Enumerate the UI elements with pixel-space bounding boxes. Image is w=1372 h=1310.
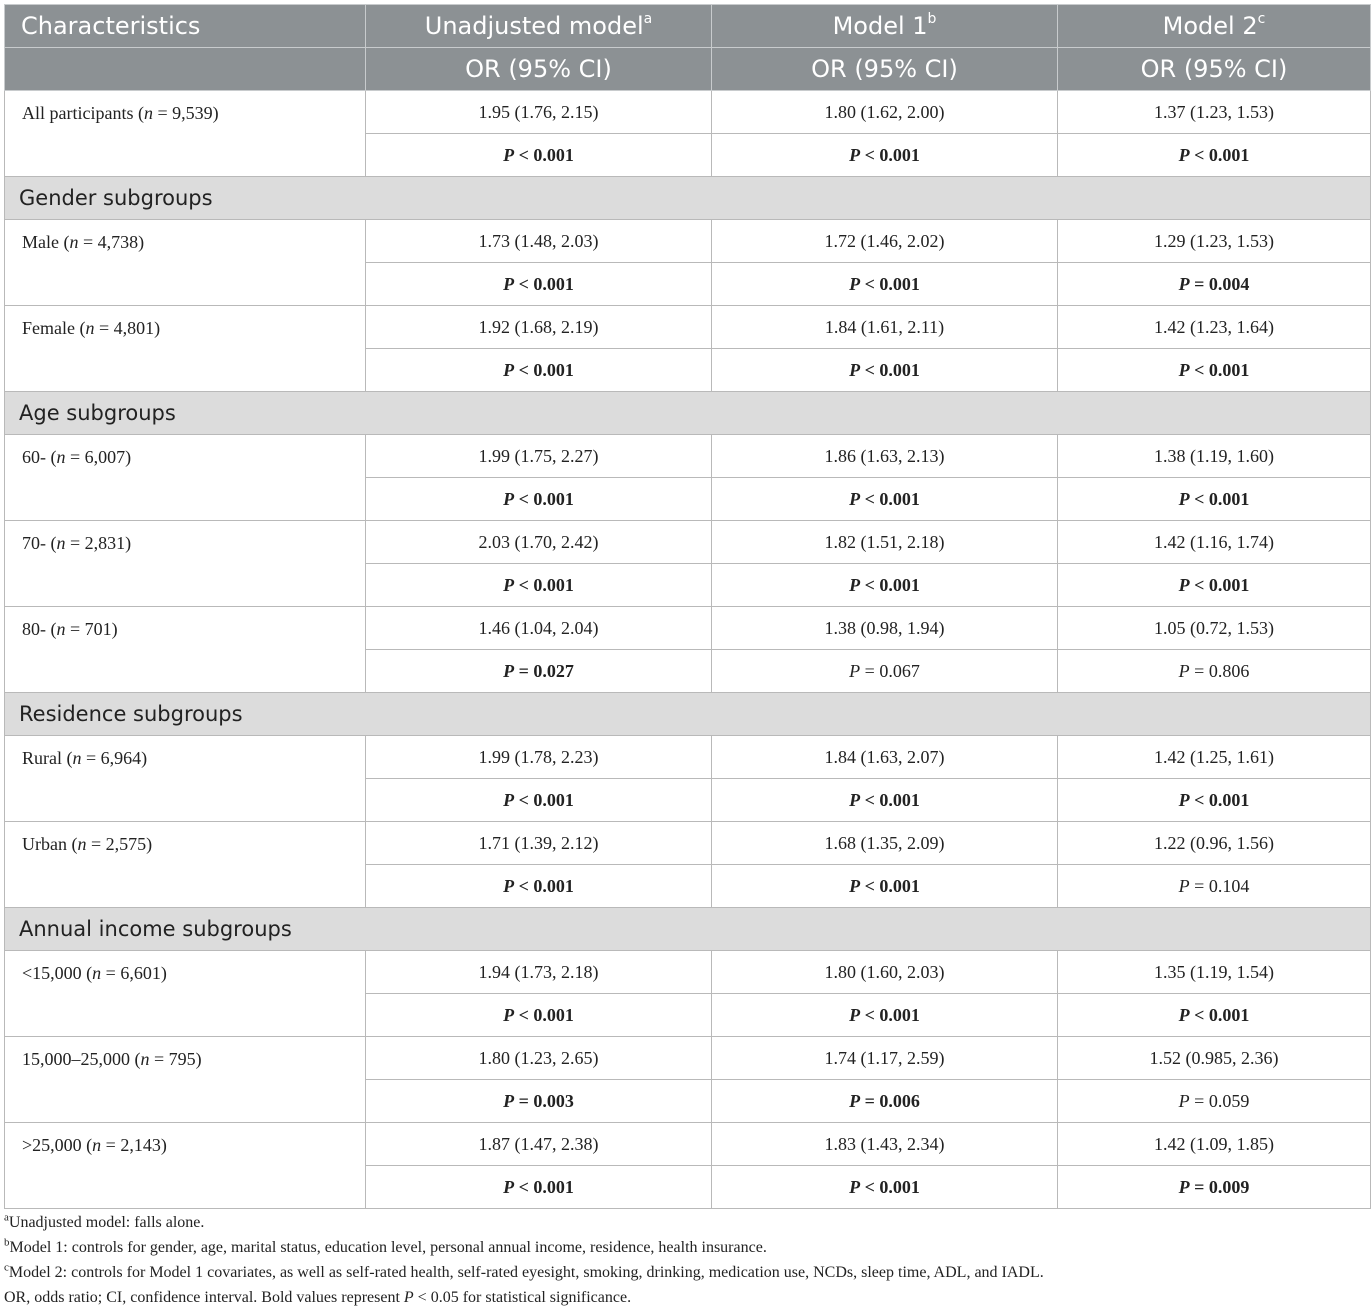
p-value-cell [712, 134, 1058, 177]
or-ci-cell: 1.92 (1.68, 2.19) [366, 306, 712, 349]
p-symbol: P [849, 273, 861, 294]
p-value-cell [366, 1080, 712, 1123]
group-row [5, 392, 1371, 435]
p-operator: < [518, 273, 529, 294]
p-value-cell [712, 994, 1058, 1037]
n-symbol: n [140, 1049, 150, 1069]
or-ci-cell: 1.38 (1.19, 1.60) [1058, 435, 1371, 478]
p-operator: = [864, 660, 875, 681]
footnote-marker: b [4, 1236, 10, 1249]
p-value: 0.001 [879, 789, 920, 810]
p-operator: = [518, 660, 529, 681]
row-n-value: 2,575 [105, 834, 147, 854]
subheader-or-ci: OR (95% CI) [366, 48, 712, 91]
p-symbol: P [503, 789, 515, 810]
row-n-value: 701 [84, 619, 112, 639]
p-operator: = [1194, 1176, 1205, 1197]
table-row-or [5, 435, 1371, 478]
row-label: >25,000 (n = 2,143) [5, 1123, 366, 1209]
n-symbol: n [77, 834, 87, 854]
p-symbol: P [849, 1004, 861, 1025]
or-ci-cell: 1.83 (1.43, 2.34) [712, 1123, 1058, 1166]
footnote-text: Model 1: controls for gender, age, marital status, education level, personal annual income, residence, health insurance. [9, 1239, 767, 1256]
p-value-cell [712, 478, 1058, 521]
p-operator: < [864, 574, 875, 595]
p-symbol: P [849, 875, 861, 896]
p-symbol: P [849, 660, 861, 681]
row-label-text: <15,000 [22, 963, 82, 983]
p-value: 0.806 [1208, 660, 1250, 681]
p-value: 0.001 [533, 1176, 574, 1197]
p-value: 0.009 [1208, 1176, 1250, 1197]
p-value-cell [712, 263, 1058, 306]
p-value-cell [1058, 1080, 1371, 1123]
or-ci-cell: 1.68 (1.35, 2.09) [712, 822, 1058, 865]
or-ci-cell: 1.71 (1.39, 2.12) [366, 822, 712, 865]
p-operator: < [1194, 144, 1205, 165]
p-value: 0.027 [533, 660, 574, 681]
p-value-cell [712, 1080, 1058, 1123]
or-ci-cell: 1.35 (1.19, 1.54) [1058, 951, 1371, 994]
p-symbol: P [503, 359, 515, 380]
p-value: 0.001 [879, 273, 920, 294]
p-symbol: P [503, 574, 515, 595]
footnote-tail: < 0.05 for statistical significance. [413, 1289, 632, 1306]
or-ci-cell: 1.42 (1.23, 1.64) [1058, 306, 1371, 349]
p-symbol: P [1178, 488, 1190, 509]
p-operator: < [864, 488, 875, 509]
row-n-value: 6,007 [84, 447, 126, 467]
or-ci-cell: 1.84 (1.63, 2.07) [712, 736, 1058, 779]
p-value: 0.001 [533, 488, 574, 509]
row-label-text: 70- [22, 533, 46, 553]
n-symbol: n [85, 318, 95, 338]
p-value-cell [1058, 478, 1371, 521]
footnote-text: Unadjusted model: falls alone. [8, 1214, 205, 1231]
p-value: 0.001 [879, 359, 920, 380]
row-label: Male (n = 4,738) [5, 220, 366, 306]
p-operator: < [864, 789, 875, 810]
row-label-text: 60- [22, 447, 46, 467]
or-ci-cell: 1.46 (1.04, 2.04) [366, 607, 712, 650]
table-row-or [5, 951, 1371, 994]
p-symbol: P [1178, 273, 1190, 294]
p-value: 0.001 [879, 1176, 920, 1197]
group-row [5, 908, 1371, 951]
p-operator: < [518, 359, 529, 380]
row-label-text: >25,000 [22, 1135, 82, 1155]
p-symbol: P [503, 875, 515, 896]
p-operator: = [1194, 875, 1205, 896]
p-value-cell [1058, 650, 1371, 693]
or-ci-cell: 1.84 (1.61, 2.11) [712, 306, 1058, 349]
p-value: 0.004 [1208, 273, 1250, 294]
p-value-cell [1058, 349, 1371, 392]
footnote [4, 1210, 1370, 1235]
or-ci-cell: 1.73 (1.48, 2.03) [366, 220, 712, 263]
p-value: 0.001 [533, 144, 574, 165]
n-symbol: n [72, 748, 82, 768]
p-value-cell [1058, 263, 1371, 306]
p-symbol: P [1178, 359, 1190, 380]
n-symbol: n [92, 1135, 102, 1155]
row-label: 15,000–25,000 (n = 795) [5, 1037, 366, 1123]
group-label: Annual income subgroups [5, 908, 1371, 951]
p-value-cell [366, 478, 712, 521]
p-value: 0.001 [1208, 789, 1250, 810]
p-operator: = [864, 1090, 875, 1111]
p-operator: < [518, 1176, 529, 1197]
or-ci-cell: 1.42 (1.25, 1.61) [1058, 736, 1371, 779]
p-symbol: P [503, 1176, 515, 1197]
p-value: 0.001 [533, 574, 574, 595]
footnote-text: OR, odds ratio; CI, confidence interval. Bold values represent [4, 1289, 400, 1306]
p-operator: < [1194, 359, 1205, 380]
table-row-or [5, 91, 1371, 134]
p-value-cell [1058, 134, 1371, 177]
p-operator: = [1194, 273, 1205, 294]
p-value-cell [1058, 779, 1371, 822]
footnote-marker: a [4, 1211, 9, 1224]
row-n-value: 9,539 [172, 103, 213, 123]
row-label-text: Female [22, 318, 75, 338]
p-operator: < [1194, 488, 1205, 509]
p-value: 0.001 [879, 488, 920, 509]
header-characteristics: Characteristics [5, 5, 366, 48]
results-table-container [4, 4, 1370, 1209]
p-value-cell [1058, 994, 1371, 1037]
p-operator: < [518, 574, 529, 595]
p-value: 0.001 [533, 359, 574, 380]
p-symbol: P [1178, 660, 1190, 681]
p-value-cell [366, 564, 712, 607]
or-ci-cell: 1.99 (1.78, 2.23) [366, 736, 712, 779]
p-operator: < [864, 875, 875, 896]
n-symbol: n [143, 103, 153, 123]
or-ci-cell: 2.03 (1.70, 2.42) [366, 521, 712, 564]
row-n-value: 2,831 [84, 533, 126, 553]
or-ci-cell: 1.05 (0.72, 1.53) [1058, 607, 1371, 650]
n-symbol: n [92, 963, 102, 983]
or-results-table [4, 4, 1371, 1209]
p-value-cell [712, 564, 1058, 607]
or-ci-cell: 1.99 (1.75, 2.27) [366, 435, 712, 478]
subheader-or-ci: OR (95% CI) [712, 48, 1058, 91]
p-symbol: P [849, 789, 861, 810]
p-value-cell [712, 1166, 1058, 1209]
row-label-text: 15,000–25,000 [22, 1049, 130, 1069]
table-row-or [5, 306, 1371, 349]
p-value: 0.001 [533, 273, 574, 294]
row-n-value: 2,143 [120, 1135, 161, 1155]
table-header [5, 5, 1371, 91]
p-value-cell [366, 650, 712, 693]
row-label-text: Male [22, 232, 59, 252]
p-operator: < [518, 789, 529, 810]
p-value-cell [712, 349, 1058, 392]
p-value-cell [366, 349, 712, 392]
p-symbol: P [503, 488, 515, 509]
p-symbol: P [503, 273, 515, 294]
footnote-p-symbol: P [403, 1289, 414, 1306]
row-n-value: 6,601 [120, 963, 161, 983]
p-symbol: P [1178, 1090, 1190, 1111]
p-value: 0.001 [533, 1004, 574, 1025]
or-ci-cell: 1.42 (1.16, 1.74) [1058, 521, 1371, 564]
p-symbol: P [1178, 875, 1190, 896]
header-model-2: Model 2$^c$ [1058, 5, 1371, 48]
n-symbol: n [56, 533, 66, 553]
or-ci-cell: 1.22 (0.96, 1.56) [1058, 822, 1371, 865]
row-label-text: 80- [22, 619, 46, 639]
p-symbol: P [1178, 789, 1190, 810]
table-row-or [5, 1037, 1371, 1080]
or-ci-cell: 1.80 (1.23, 2.65) [366, 1037, 712, 1080]
or-ci-cell: 1.94 (1.73, 2.18) [366, 951, 712, 994]
p-value: 0.001 [1208, 144, 1250, 165]
table-row-or [5, 220, 1371, 263]
p-value: 0.006 [879, 1090, 920, 1111]
p-value: 0.067 [879, 660, 920, 681]
header-model-1: Model 1$^b$ [712, 5, 1058, 48]
group-label: Age subgroups [5, 392, 1371, 435]
or-ci-cell: 1.80 (1.62, 2.00) [712, 91, 1058, 134]
p-value-cell [366, 1166, 712, 1209]
p-operator: < [1194, 789, 1205, 810]
or-ci-cell: 1.80 (1.60, 2.03) [712, 951, 1058, 994]
row-n-value: 795 [168, 1049, 196, 1069]
or-ci-cell: 1.37 (1.23, 1.53) [1058, 91, 1371, 134]
table-row-or [5, 1123, 1371, 1166]
p-value-cell [366, 865, 712, 908]
row-label-text: All participants [22, 103, 134, 123]
p-value: 0.001 [879, 574, 920, 595]
p-symbol: P [503, 660, 515, 681]
p-symbol: P [1178, 1176, 1190, 1197]
p-value: 0.001 [879, 875, 920, 896]
p-value-cell [366, 134, 712, 177]
p-value-cell [366, 779, 712, 822]
p-value-cell [712, 779, 1058, 822]
p-symbol: P [849, 359, 861, 380]
p-value-cell [366, 263, 712, 306]
p-value: 0.001 [533, 875, 574, 896]
or-ci-cell: 1.52 (0.985, 2.36) [1058, 1037, 1371, 1080]
p-symbol: P [849, 1090, 861, 1111]
table-row-or [5, 607, 1371, 650]
row-label: Rural (n = 6,964) [5, 736, 366, 822]
n-symbol: n [56, 619, 66, 639]
p-operator: < [864, 1176, 875, 1197]
row-n-value: 4,801 [113, 318, 155, 338]
p-value-cell [1058, 1166, 1371, 1209]
header-empty-cell [5, 48, 366, 91]
p-value-cell [712, 865, 1058, 908]
row-label: 70- (n = 2,831) [5, 521, 366, 607]
table-row-or [5, 822, 1371, 865]
p-operator: < [864, 273, 875, 294]
p-operator: = [1194, 1090, 1205, 1111]
row-label: 60- (n = 6,007) [5, 435, 366, 521]
table-row-or [5, 736, 1371, 779]
or-ci-cell: 1.42 (1.09, 1.85) [1058, 1123, 1371, 1166]
p-value: 0.001 [1208, 488, 1250, 509]
group-label: Residence subgroups [5, 693, 1371, 736]
p-value: 0.001 [1208, 1004, 1250, 1025]
p-value: 0.001 [1208, 574, 1250, 595]
p-value-cell [366, 994, 712, 1037]
group-row [5, 177, 1371, 220]
group-row [5, 693, 1371, 736]
p-symbol: P [849, 1176, 861, 1197]
row-label-text: Urban [22, 834, 67, 854]
row-n-value: 6,964 [100, 748, 142, 768]
row-label: All participants (n = 9,539) [5, 91, 366, 177]
header-unadjusted-model: Unadjusted model$^a$ [366, 5, 712, 48]
p-value: 0.001 [533, 789, 574, 810]
or-ci-cell: 1.95 (1.76, 2.15) [366, 91, 712, 134]
p-symbol: P [849, 488, 861, 509]
p-symbol: P [503, 1090, 515, 1111]
p-operator: < [518, 488, 529, 509]
p-value: 0.059 [1208, 1090, 1250, 1111]
subheader-or-ci: OR (95% CI) [1058, 48, 1371, 91]
row-label: Female (n = 4,801) [5, 306, 366, 392]
table-row-or [5, 521, 1371, 564]
p-operator: < [518, 1004, 529, 1025]
p-symbol: P [1178, 1004, 1190, 1025]
p-symbol: P [849, 144, 861, 165]
row-label-text: Rural [22, 748, 62, 768]
p-operator: < [1194, 574, 1205, 595]
p-value: 0.104 [1208, 875, 1250, 896]
p-operator: < [864, 1004, 875, 1025]
p-symbol: P [1178, 144, 1190, 165]
p-value: 0.001 [879, 144, 920, 165]
or-ci-cell: 1.72 (1.46, 2.02) [712, 220, 1058, 263]
table-body [5, 91, 1371, 1209]
p-operator: < [518, 144, 529, 165]
p-operator: < [864, 144, 875, 165]
or-ci-cell: 1.87 (1.47, 2.38) [366, 1123, 712, 1166]
p-value: 0.001 [879, 1004, 920, 1025]
p-operator: < [864, 359, 875, 380]
group-label: Gender subgroups [5, 177, 1371, 220]
row-label: 80- (n = 701) [5, 607, 366, 693]
p-symbol: P [503, 144, 515, 165]
n-symbol: n [69, 232, 79, 252]
p-operator: < [518, 875, 529, 896]
or-ci-cell: 1.38 (0.98, 1.94) [712, 607, 1058, 650]
or-ci-cell: 1.82 (1.51, 2.18) [712, 521, 1058, 564]
or-ci-cell: 1.86 (1.63, 2.13) [712, 435, 1058, 478]
footnote-text: Model 2: controls for Model 1 covariates, as well as self-rated health, self-rated eyesight, smoking, drinking, medication use, NCDs, sleep time, ADL, and IADL. [8, 1264, 1044, 1281]
row-label: <15,000 (n = 6,601) [5, 951, 366, 1037]
p-value-cell [1058, 564, 1371, 607]
p-operator: = [518, 1090, 529, 1111]
p-symbol: P [1178, 574, 1190, 595]
n-symbol: n [56, 447, 66, 467]
footnote [4, 1285, 1370, 1310]
p-symbol: P [503, 1004, 515, 1025]
p-symbol: P [849, 574, 861, 595]
or-ci-cell: 1.29 (1.23, 1.53) [1058, 220, 1371, 263]
p-value: 0.001 [1208, 359, 1250, 380]
or-ci-cell: 1.74 (1.17, 2.59) [712, 1037, 1058, 1080]
p-value-cell [1058, 865, 1371, 908]
footnote [4, 1235, 1370, 1260]
footnote [4, 1260, 1370, 1285]
footnote-marker: c [4, 1261, 9, 1274]
table-footnotes [4, 1210, 1370, 1310]
p-value: 0.003 [533, 1090, 574, 1111]
p-operator: = [1194, 660, 1205, 681]
p-operator: < [1194, 1004, 1205, 1025]
p-value-cell [712, 650, 1058, 693]
row-n-value: 4,738 [97, 232, 139, 252]
row-label: Urban (n = 2,575) [5, 822, 366, 908]
